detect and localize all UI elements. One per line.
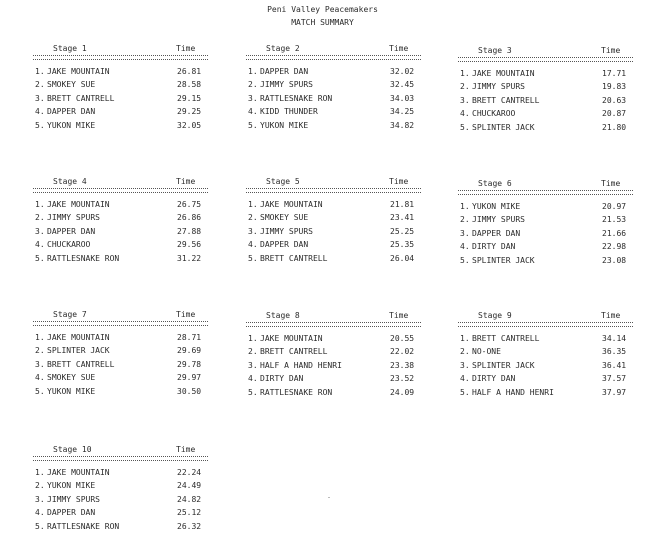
stage-name: Stage 9 — [478, 311, 512, 320]
stage-time: 26.75 — [177, 200, 202, 209]
stage-name: Stage 4 — [53, 177, 87, 186]
shooter-name: JIMMY SPURS — [260, 80, 313, 90]
result-rank: 4. — [460, 242, 470, 252]
shooter-name: JAKE MOUNTAIN — [260, 334, 323, 343]
result-row — [248, 213, 424, 226]
result-rank: 5. — [248, 253, 258, 263]
stage-time: 29.56 — [177, 240, 202, 250]
double-rule-divider — [33, 321, 208, 326]
shooter-name: BRETT CANTRELL — [260, 253, 328, 263]
stage-time: 21.53 — [602, 215, 627, 225]
stage-time: 34.82 — [390, 120, 415, 130]
shooter-name: YUKON MIKE — [47, 481, 96, 491]
results-list — [35, 200, 211, 267]
time-column-header: Time — [389, 311, 409, 320]
shooter-name: RATTLESNAKE RON — [47, 521, 120, 531]
stage-name: Stage 1 — [53, 44, 87, 53]
results-list — [35, 333, 211, 400]
stage-time: 20.55 — [390, 334, 415, 343]
result-rank: 2. — [35, 213, 45, 223]
result-rank: 1. — [460, 334, 470, 343]
shooter-name: BRETT CANTRELL — [472, 334, 540, 343]
stage-block — [246, 177, 424, 277]
stage-time: 36.35 — [602, 347, 627, 357]
result-row — [248, 388, 424, 401]
double-rule-divider — [33, 55, 208, 60]
result-rank: 2. — [248, 80, 258, 90]
stage-block — [33, 310, 211, 410]
stage-time: 24.09 — [390, 387, 415, 397]
result-row — [460, 82, 636, 95]
shooter-name: SPLINTER JACK — [472, 360, 535, 370]
stage-time: 36.41 — [602, 360, 627, 370]
result-row — [35, 522, 211, 535]
result-rank: 1. — [35, 333, 45, 342]
result-rank: 5. — [35, 521, 45, 531]
result-row — [460, 256, 636, 269]
result-row — [248, 240, 424, 253]
stage-time: 22.24 — [177, 468, 202, 477]
shooter-name: JAKE MOUNTAIN — [260, 200, 323, 209]
shooter-name: RATTLESNAKE RON — [260, 93, 333, 103]
result-rank: 1. — [35, 67, 45, 76]
double-rule-divider — [33, 188, 208, 193]
shooter-name: HALF A HAND HENRI — [260, 360, 342, 370]
result-rank: 2. — [35, 80, 45, 90]
result-rank: 4. — [248, 374, 258, 384]
stage-time: 26.32 — [177, 521, 202, 531]
shooter-name: CHUCKAROO — [47, 240, 91, 250]
stage-time: 28.58 — [177, 80, 202, 90]
shooter-name: DIRTY DAN — [472, 242, 516, 252]
result-rank: 4. — [248, 240, 258, 250]
result-rank: 5. — [248, 120, 258, 130]
results-list — [460, 202, 636, 269]
results-list — [460, 69, 636, 136]
results-list — [460, 334, 636, 401]
shooter-name: CHUCKAROO — [472, 109, 516, 119]
shooter-name: BRETT CANTRELL — [47, 93, 115, 103]
shooter-name: YUKON MIKE — [47, 386, 96, 396]
result-row — [460, 123, 636, 136]
shooter-name: RATTLESNAKE RON — [260, 387, 333, 397]
result-row — [35, 346, 211, 359]
result-rank: 4. — [460, 374, 470, 384]
result-row — [35, 254, 211, 267]
result-row — [248, 361, 424, 374]
double-rule-divider — [246, 55, 421, 60]
result-row — [460, 374, 636, 387]
result-rank: 3. — [35, 226, 45, 236]
result-row — [248, 107, 424, 120]
double-rule-divider — [458, 57, 633, 62]
shooter-name: JAKE MOUNTAIN — [47, 333, 110, 342]
result-row — [460, 69, 636, 82]
result-rank: 3. — [460, 95, 470, 105]
result-rank: 1. — [460, 69, 470, 78]
result-row — [35, 67, 211, 80]
stage-block — [33, 44, 211, 144]
shooter-name: DAPPER DAN — [260, 240, 309, 250]
shooter-name: SMOKEY SUE — [260, 213, 309, 223]
stage-time: 20.63 — [602, 95, 627, 105]
result-rank: 4. — [35, 373, 45, 383]
result-row — [35, 360, 211, 373]
result-rank: 2. — [248, 213, 258, 223]
results-list — [35, 468, 211, 535]
stage-block — [458, 311, 636, 411]
shooter-name: JAKE MOUNTAIN — [47, 67, 110, 76]
time-column-header: Time — [389, 44, 409, 53]
stage-time: 26.04 — [390, 253, 415, 263]
result-row — [248, 67, 424, 80]
stage-time: 25.35 — [390, 240, 415, 250]
result-row — [35, 387, 211, 400]
result-row — [35, 80, 211, 93]
result-rank: 3. — [248, 226, 258, 236]
result-rank: 1. — [35, 468, 45, 477]
shooter-name: JIMMY SPURS — [47, 213, 100, 223]
result-rank: 2. — [248, 347, 258, 357]
stage-name: Stage 7 — [53, 310, 87, 319]
result-row — [248, 227, 424, 240]
result-rank: 5. — [35, 120, 45, 130]
shooter-name: DIRTY DAN — [260, 374, 304, 384]
time-column-header: Time — [176, 310, 196, 319]
stage-time: 29.97 — [177, 373, 202, 383]
stage-time: 23.08 — [602, 255, 627, 265]
result-row — [35, 107, 211, 120]
result-row — [460, 202, 636, 215]
shooter-name: SMOKEY SUE — [47, 80, 96, 90]
stage-time: 24.82 — [177, 494, 202, 504]
result-rank: 3. — [248, 93, 258, 103]
stage-time: 22.98 — [602, 242, 627, 252]
result-row — [248, 254, 424, 267]
stage-time: 26.86 — [177, 213, 202, 223]
shooter-name: NO-ONE — [472, 347, 501, 357]
shooter-name: JIMMY SPURS — [472, 82, 525, 92]
time-column-header: Time — [601, 46, 621, 55]
stage-time: 21.81 — [390, 200, 415, 209]
result-row — [460, 215, 636, 228]
result-rank: 2. — [460, 347, 470, 357]
double-rule-divider — [246, 188, 421, 193]
result-row — [460, 388, 636, 401]
stage-time: 31.22 — [177, 253, 202, 263]
result-row — [35, 121, 211, 134]
result-rank: 3. — [460, 228, 470, 238]
shooter-name: DAPPER DAN — [260, 67, 309, 76]
stage-time: 23.52 — [390, 374, 415, 384]
shooter-name: JIMMY SPURS — [472, 215, 525, 225]
result-row — [35, 227, 211, 240]
stage-time: 37.57 — [602, 374, 627, 384]
results-list — [248, 334, 424, 401]
stage-time: 29.69 — [177, 346, 202, 356]
shooter-name: BRETT CANTRELL — [260, 347, 328, 357]
shooter-name: SPLINTER JACK — [472, 122, 535, 132]
result-row — [460, 229, 636, 242]
result-row — [248, 121, 424, 134]
result-rank: 5. — [35, 386, 45, 396]
stage-block — [33, 177, 211, 277]
stage-name: Stage 3 — [478, 46, 512, 55]
results-list — [35, 67, 211, 134]
results-list — [248, 67, 424, 134]
stage-block — [33, 445, 211, 545]
stage-time: 29.78 — [177, 359, 202, 369]
document-subtitle: MATCH SUMMARY — [291, 18, 354, 27]
stage-time: 23.41 — [390, 213, 415, 223]
result-row — [248, 334, 424, 347]
result-rank: 4. — [35, 240, 45, 250]
shooter-name: DIRTY DAN — [472, 374, 516, 384]
time-column-header: Time — [176, 445, 196, 454]
time-column-header: Time — [389, 177, 409, 186]
stage-time: 26.81 — [177, 67, 202, 76]
stage-time: 30.50 — [177, 386, 202, 396]
shooter-name: YUKON MIKE — [260, 120, 309, 130]
stage-block — [246, 44, 424, 144]
result-row — [248, 80, 424, 93]
result-rank: 5. — [460, 122, 470, 132]
result-row — [460, 361, 636, 374]
result-row — [35, 468, 211, 481]
stage-time: 34.14 — [602, 334, 627, 343]
stage-time: 34.25 — [390, 107, 415, 117]
result-rank: 1. — [248, 200, 258, 209]
stage-time: 17.71 — [602, 69, 627, 78]
time-column-header: Time — [176, 44, 196, 53]
result-row — [460, 109, 636, 122]
stage-time: 29.15 — [177, 93, 202, 103]
result-rank: 4. — [248, 107, 258, 117]
stage-time: 37.97 — [602, 387, 627, 397]
double-rule-divider — [458, 190, 633, 195]
result-rank: 5. — [35, 253, 45, 263]
document-title: Peni Valley Peacemakers — [267, 5, 378, 14]
shooter-name: JIMMY SPURS — [260, 226, 313, 236]
result-rank: 4. — [460, 109, 470, 119]
shooter-name: JAKE MOUNTAIN — [47, 468, 110, 477]
result-rank: 3. — [248, 360, 258, 370]
result-rank: 3. — [460, 360, 470, 370]
result-row — [35, 333, 211, 346]
stage-time: 21.66 — [602, 228, 627, 238]
result-row — [35, 240, 211, 253]
result-row — [460, 347, 636, 360]
stage-time: 24.49 — [177, 481, 202, 491]
result-row — [248, 200, 424, 213]
shooter-name: HALF A HAND HENRI — [472, 387, 554, 397]
time-column-header: Time — [176, 177, 196, 186]
stage-time: 27.88 — [177, 226, 202, 236]
shooter-name: SPLINTER JACK — [47, 346, 110, 356]
stage-time: 20.97 — [602, 202, 627, 211]
result-row — [35, 200, 211, 213]
stage-time: 19.83 — [602, 82, 627, 92]
result-rank: 2. — [35, 481, 45, 491]
stage-time: 32.45 — [390, 80, 415, 90]
result-row — [35, 373, 211, 386]
stage-block — [458, 46, 636, 146]
shooter-name: DAPPER DAN — [47, 107, 96, 117]
stage-time: 32.05 — [177, 120, 202, 130]
result-rank: 2. — [460, 215, 470, 225]
result-rank: 3. — [35, 359, 45, 369]
stage-block — [458, 179, 636, 279]
result-row — [248, 374, 424, 387]
result-row — [35, 94, 211, 107]
shooter-name: JAKE MOUNTAIN — [47, 200, 110, 209]
result-rank: 2. — [460, 82, 470, 92]
result-rank: 3. — [35, 93, 45, 103]
shooter-name: YUKON MIKE — [472, 202, 521, 211]
shooter-name: DAPPER DAN — [47, 226, 96, 236]
stage-time: 25.25 — [390, 226, 415, 236]
result-rank: 1. — [35, 200, 45, 209]
result-row — [35, 495, 211, 508]
time-column-header: Time — [601, 311, 621, 320]
result-row — [248, 94, 424, 107]
double-rule-divider — [246, 322, 421, 327]
result-rank: 1. — [248, 334, 258, 343]
stage-block — [246, 311, 424, 411]
shooter-name: JIMMY SPURS — [47, 494, 100, 504]
stage-time: 25.12 — [177, 508, 202, 518]
shooter-name: YUKON MIKE — [47, 120, 96, 130]
result-rank: 2. — [35, 346, 45, 356]
stage-time: 34.03 — [390, 93, 415, 103]
result-row — [35, 508, 211, 521]
stage-time: 29.25 — [177, 107, 202, 117]
stage-name: Stage 8 — [266, 311, 300, 320]
stage-name: Stage 2 — [266, 44, 300, 53]
result-rank: 1. — [248, 67, 258, 76]
result-rank: 1. — [460, 202, 470, 211]
result-rank: 4. — [35, 508, 45, 518]
shooter-name: DAPPER DAN — [472, 228, 521, 238]
shooter-name: SMOKEY SUE — [47, 373, 96, 383]
shooter-name: JAKE MOUNTAIN — [472, 69, 535, 78]
result-rank: 4. — [35, 107, 45, 117]
stage-time: 21.80 — [602, 122, 627, 132]
stage-name: Stage 10 — [53, 445, 92, 454]
result-row — [248, 347, 424, 360]
result-row — [35, 481, 211, 494]
stage-time: 20.87 — [602, 109, 627, 119]
stage-time: 28.71 — [177, 333, 202, 342]
shooter-name: BRETT CANTRELL — [47, 359, 115, 369]
double-rule-divider — [33, 456, 208, 461]
stage-name: Stage 6 — [478, 179, 512, 188]
result-row — [460, 334, 636, 347]
double-rule-divider — [458, 322, 633, 327]
shooter-name: BRETT CANTRELL — [472, 95, 540, 105]
scan-speck — [328, 497, 330, 498]
stage-time: 32.02 — [390, 67, 415, 76]
shooter-name: RATTLESNAKE RON — [47, 253, 120, 263]
result-rank: 3. — [35, 494, 45, 504]
shooter-name: SPLINTER JACK — [472, 255, 535, 265]
result-row — [460, 242, 636, 255]
shooter-name: KIDD THUNDER — [260, 107, 318, 117]
stage-time: 23.38 — [390, 360, 415, 370]
shooter-name: DAPPER DAN — [47, 508, 96, 518]
result-rank: 5. — [460, 255, 470, 265]
result-row — [460, 96, 636, 109]
stage-time: 22.02 — [390, 347, 415, 357]
stage-name: Stage 5 — [266, 177, 300, 186]
result-rank: 5. — [248, 387, 258, 397]
results-list — [248, 200, 424, 267]
result-rank: 5. — [460, 387, 470, 397]
result-row — [35, 213, 211, 226]
time-column-header: Time — [601, 179, 621, 188]
